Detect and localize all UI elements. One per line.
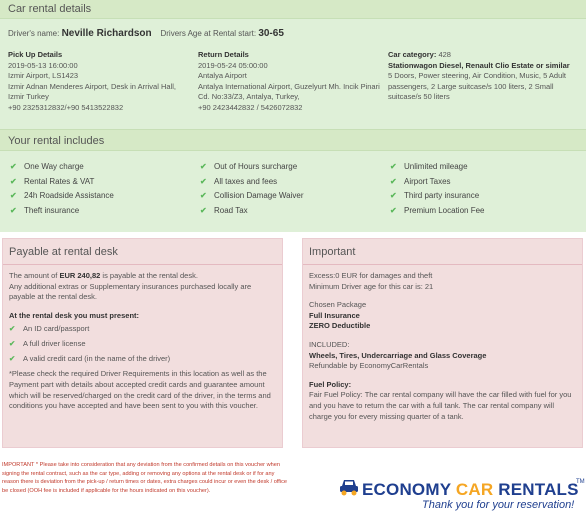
- list-item: ✔ Collision Damage Waiver: [200, 189, 304, 204]
- fuel-policy-label: Fuel Policy:: [309, 379, 352, 389]
- includes-column-3: [390, 160, 484, 219]
- rental-details-title: Car rental details: [0, 0, 586, 19]
- list-item: ✔ Third party insurance: [390, 189, 484, 204]
- check-icon: ✔: [9, 324, 16, 334]
- package-deductible: ZERO Deductible: [309, 321, 371, 331]
- pickup-details: [8, 50, 188, 114]
- car-specs: 5 Doors, Power steering, Air Condition, Music, 5 Adult passengers, 2 Large suitcase/s 100 liters, 2 Small suitcase/s 50 liters: [388, 71, 567, 102]
- list-item: ✔ A valid credit card (in the name of the driver): [9, 351, 276, 366]
- car-category-label: Car category:: [388, 50, 437, 59]
- package-name: Full Insurance: [309, 310, 360, 320]
- list-item: ✔ Theft insurance: [10, 204, 114, 219]
- car-icon: [338, 478, 360, 498]
- check-icon: ✔: [200, 162, 207, 171]
- check-icon: ✔: [200, 206, 207, 216]
- check-icon: ✔: [9, 354, 16, 364]
- list-item: ✔ An ID card/passport: [9, 321, 276, 336]
- fuel-policy-text: Fair Fuel Policy: The car rental company will have the car filled with fuel for you and you have to return the car with a full tank. The car rental company will charge you for every missing quarter of a tank.: [309, 390, 572, 421]
- important-title: Important: [303, 239, 582, 265]
- payable-amount: The amount of EUR 240,82 is payable at the rental desk.: [9, 271, 198, 280]
- min-age-info: Minimum Driver age for this car is: 21: [309, 281, 434, 291]
- pickup-header: Pick Up Details: [8, 50, 63, 59]
- car-category-value: 428: [438, 50, 451, 59]
- pickup-address: Izmir Adnan Menderes Airport, Desk in Arrival Hall, Izmir Turkey: [8, 81, 176, 102]
- payable-title: Payable at rental desk: [3, 239, 282, 265]
- requirements-note: *Please check the required Driver Requirements in this location as well as the Payment part with details about accepted credit cards and guarantee amount which will be reserved/charged on the credit card of the driver, in the terms and conditions you have accepted and have been sent to you with this voucher.: [9, 369, 271, 411]
- car-details: [388, 50, 581, 103]
- check-icon: ✔: [10, 206, 17, 216]
- includes-column-2: [200, 160, 304, 219]
- check-icon: ✔: [10, 191, 17, 201]
- driver-age-label: Drivers Age at Rental start:: [160, 29, 257, 38]
- check-icon: ✔: [10, 176, 17, 186]
- included-label: INCLUDED:: [309, 339, 350, 349]
- important-footnote: IMPORTANT * Please take into consideration that any deviation from the confirmed details on this voucher when signing the rental contract, such as the car type, adding or removing any options at the rental desk or if for any reason there is deviation from the pick-up / return times or dates, extra charges could incur or even the desk / office be closed (OOH fee is included if applicable for the hours indicated on this voucher).: [2, 462, 288, 494]
- return-header: Return Details: [198, 50, 249, 59]
- thank-you-tagline: Thank you for your reservation!: [422, 499, 575, 511]
- includes-column-1: [10, 160, 114, 219]
- important-panel: [302, 238, 583, 448]
- brand-name: ECONOMY CAR RENTALS: [362, 480, 579, 499]
- brand-logo: [338, 478, 583, 512]
- excess-info: Excess:0 EUR for damages and theft: [309, 271, 433, 280]
- refundable-note: Refundable by EconomyCarRentals: [309, 361, 429, 371]
- pickup-datetime: 2019-05-13 16:00:00: [8, 60, 78, 70]
- driver-info: [8, 28, 284, 39]
- check-icon: ✔: [10, 162, 17, 171]
- return-details: [198, 50, 383, 114]
- list-item: ✔ Unlimited mileage: [390, 160, 484, 175]
- return-address: Antalya International Airport, Guzelyurt Mh. Incik Pinari Cd. No:33/Z3, Antalya, Turkey,: [198, 81, 380, 102]
- list-item: ✔ Airport Taxes: [390, 175, 484, 190]
- includes-title: Your rental includes: [0, 129, 586, 151]
- check-icon: ✔: [390, 191, 397, 201]
- car-model: Stationwagon Diesel, Renault Clio Estate or similar: [388, 60, 570, 70]
- extras-note: Any additional extras or Supplementary insurances purchased locally are payable at the rental desk.: [9, 281, 252, 302]
- pickup-location: Izmir Airport, LS1423: [8, 71, 79, 81]
- driver-age: 30-65: [258, 28, 284, 39]
- amount-value: EUR 240,82: [59, 271, 101, 280]
- list-item: ✔ 24h Roadside Assistance: [10, 189, 114, 204]
- present-header: At the rental desk you must present:: [9, 310, 140, 320]
- list-item: ✔ All taxes and fees: [200, 175, 304, 190]
- check-icon: ✔: [390, 176, 397, 186]
- check-icon: ✔: [390, 162, 397, 171]
- check-icon: ✔: [9, 339, 16, 349]
- trademark-mark: TM: [576, 479, 585, 485]
- check-icon: ✔: [390, 206, 397, 216]
- package-label: Chosen Package: [309, 300, 367, 310]
- present-list: [9, 321, 276, 366]
- return-location: Antalya Airport: [198, 71, 247, 81]
- check-icon: ✔: [200, 191, 207, 201]
- list-item: ✔ One Way charge: [10, 160, 114, 175]
- driver-name-label: Driver's name:: [8, 29, 60, 38]
- list-item: ✔ Premium Location Fee: [390, 204, 484, 219]
- list-item: ✔ Road Tax: [200, 204, 304, 219]
- payable-panel: [2, 238, 283, 448]
- list-item: ✔ Rental Rates & VAT: [10, 175, 114, 190]
- list-item: ✔ Out of Hours surcharge: [200, 160, 304, 175]
- included-value: Wheels, Tires, Undercarriage and Glass Coverage: [309, 350, 487, 360]
- list-item: ✔ A full driver license: [9, 336, 276, 351]
- return-datetime: 2019-05-24 05:00:00: [198, 60, 268, 70]
- pickup-phone: +90 2325312832/+90 5413522832: [8, 102, 124, 112]
- return-phone: +90 2423442832 / 5426072832: [198, 102, 303, 112]
- driver-name: Neville Richardson: [61, 28, 152, 39]
- check-icon: ✔: [200, 176, 207, 186]
